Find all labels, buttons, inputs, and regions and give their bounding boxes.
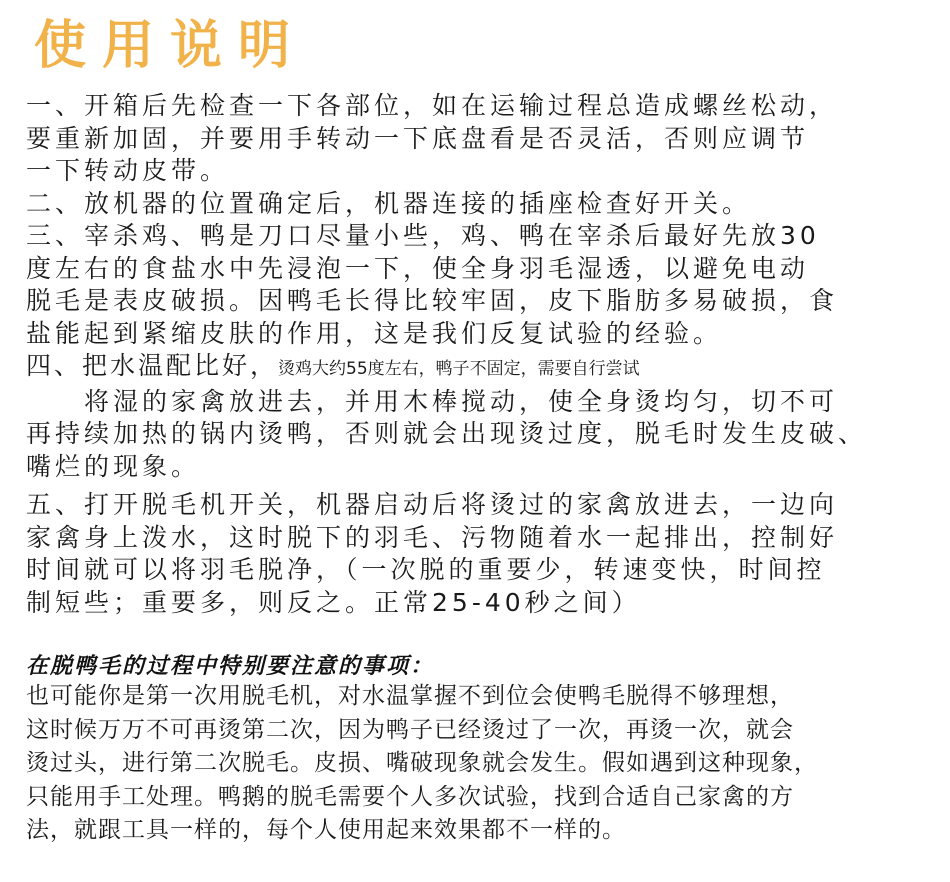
instructions-section (26, 90, 936, 619)
step5-line: 五、打开脱毛机开关，机器启动后将烫过的家禽放进去，一边向 (26, 490, 839, 519)
attention-line: 只能用手工处理。鸭鹅的脱毛需要个人多次试验，找到合适自己家禽的方 (26, 783, 794, 810)
step4-line (26, 350, 936, 386)
instruction-line: 三、宰杀鸡、鸭是刀口尽量小些，鸡、鸭在宰杀后最好先放30 (26, 221, 820, 250)
instruction-line: 二、放机器的位置确定后，机器连接的插座检查好开关。 (26, 188, 752, 218)
attention-heading: 在脱鸭毛的过程中特别要注意的事项： (26, 654, 435, 679)
attention-section (26, 680, 936, 848)
instruction-line: 一、开箱后先检查一下各部位，如在运输过程总造成螺丝松动， (26, 91, 839, 120)
instruction-line: 一下转动皮带。 (26, 156, 230, 185)
attention-line: 烫过头，进行第二次脱毛。皮损、嘴破现象就会发生。假如遇到这种现象， (26, 750, 818, 776)
attention-line: 也可能你是第一次用脱毛机，对水温掌握不到位会使鸭毛脱得不够理想， (26, 683, 794, 709)
step4-note: 烫鸡大约55度左右，鸭子不固定，需要自行尝试 (278, 359, 640, 379)
page-title: 使用说明 (34, 15, 307, 76)
attention-line: 法，就跟工具一样的，每个人使用起来效果都不一样的。 (26, 817, 626, 843)
step4-lead: 四、把水温配比好， (26, 351, 279, 380)
step4-line: 嘴烂的现象。 (26, 451, 201, 481)
step4-line: 再持续加热的锅内烫鸭，否则就会出现烫过度，脱毛时发生皮破、 (26, 419, 868, 448)
instruction-line: 要重新加固，并要用手转动一下底盘看是否灵活，否则应调节 (26, 123, 810, 153)
instruction-line: 度左右的食盐水中先浸泡一下，使全身羽毛湿透，以避免电动 (26, 253, 810, 283)
instruction-line: 盐能起到紧缩皮肤的作用，这是我们反复试验的经验。 (26, 318, 723, 348)
attention-line: 这时候万万不可再烫第二次，因为鸭子已经烫过了一次，再烫一次，就会 (26, 716, 794, 743)
step4-line: 将湿的家禽放进去，并用木棒搅动，使全身烫均匀，切不可 (26, 386, 839, 416)
step5-line: 制短些；重要多，则反之。正常25-40秒之间） (26, 587, 641, 617)
step5-line: 家禽身上泼水，这时脱下的羽毛、污物随着水一起排出，控制好 (26, 522, 839, 552)
instruction-line: 脱毛是表皮破损。因鸭毛长得比较牢固，皮下脂肪多易破损，食 (26, 286, 839, 315)
step5-line: 时间就可以将羽毛脱净，（一次脱的重要少，转速变快，时间控 (26, 555, 826, 584)
